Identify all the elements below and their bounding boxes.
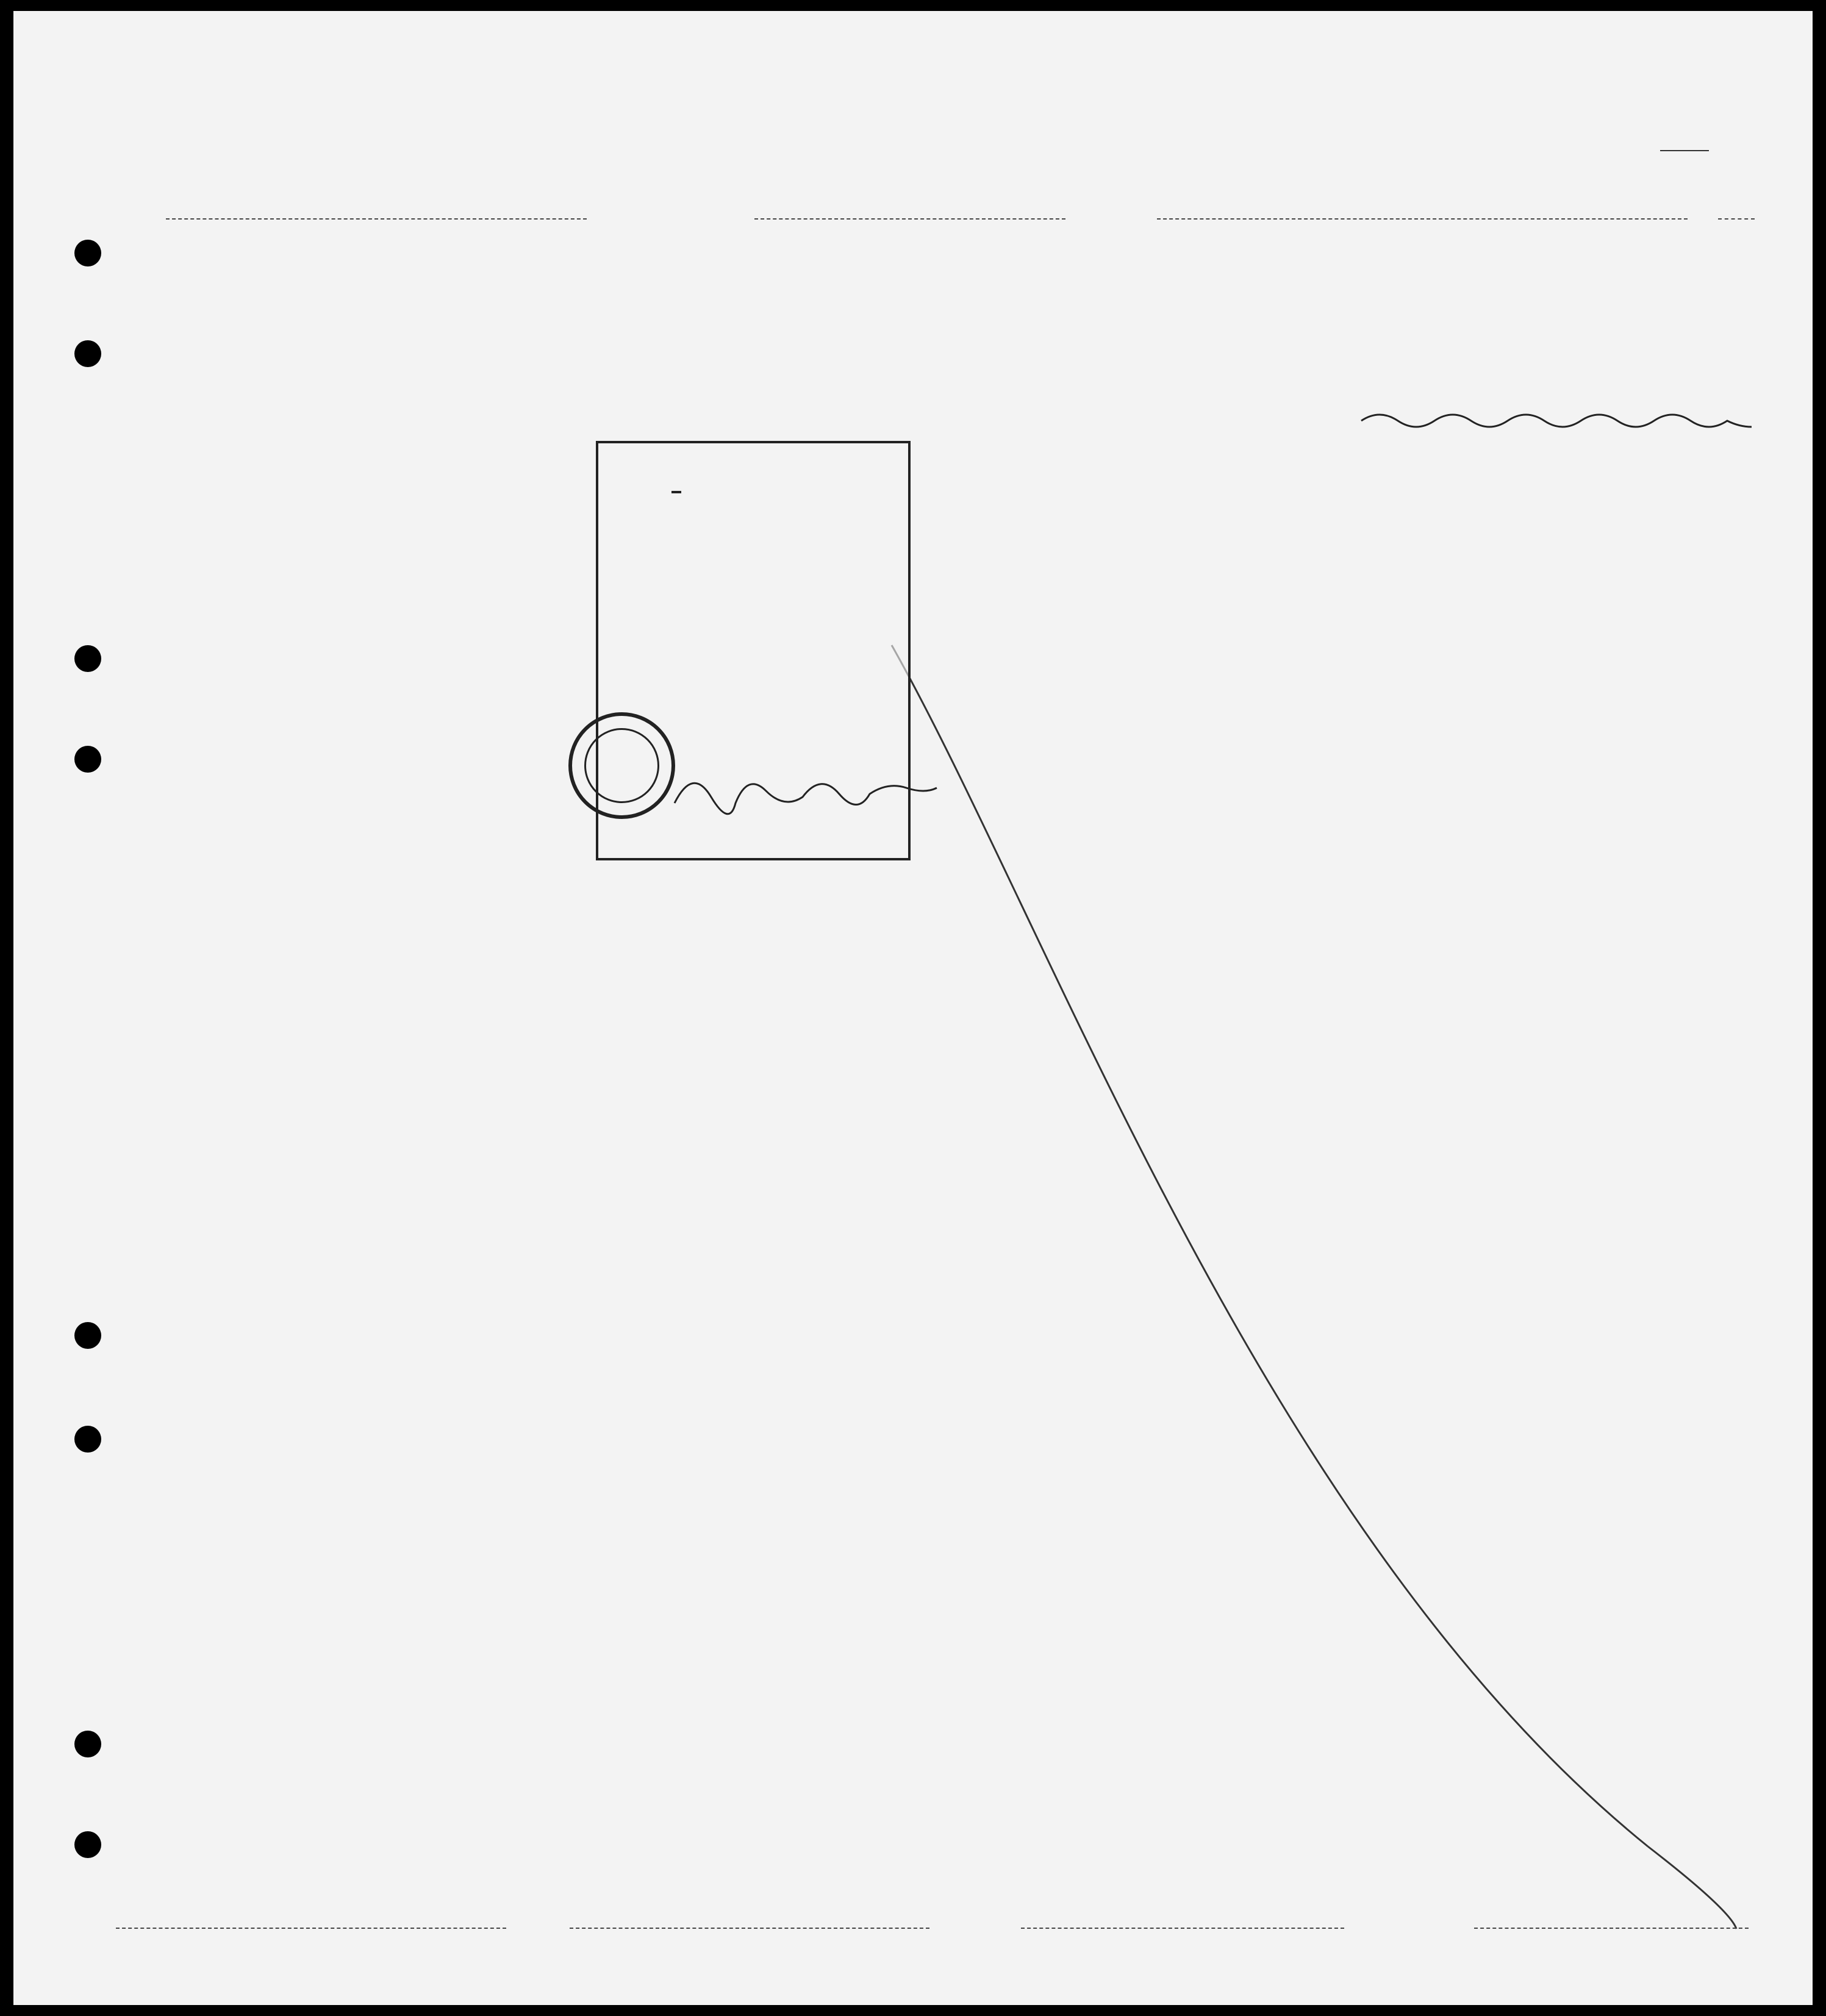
stamp-line3 xyxy=(671,491,681,493)
punch-hole xyxy=(74,240,101,266)
punch-hole xyxy=(74,340,101,367)
punch-hole xyxy=(74,1831,101,1858)
punch-hole xyxy=(74,746,101,773)
embassy-seal xyxy=(568,712,675,819)
punch-hole xyxy=(74,1426,101,1453)
punch-hole xyxy=(74,645,101,672)
diagonal-cancel-line xyxy=(13,11,1813,2005)
consul-signature xyxy=(671,760,940,815)
punch-hole xyxy=(74,1731,101,1757)
manifest-page xyxy=(13,11,1813,2005)
punch-hole xyxy=(74,1322,101,1349)
